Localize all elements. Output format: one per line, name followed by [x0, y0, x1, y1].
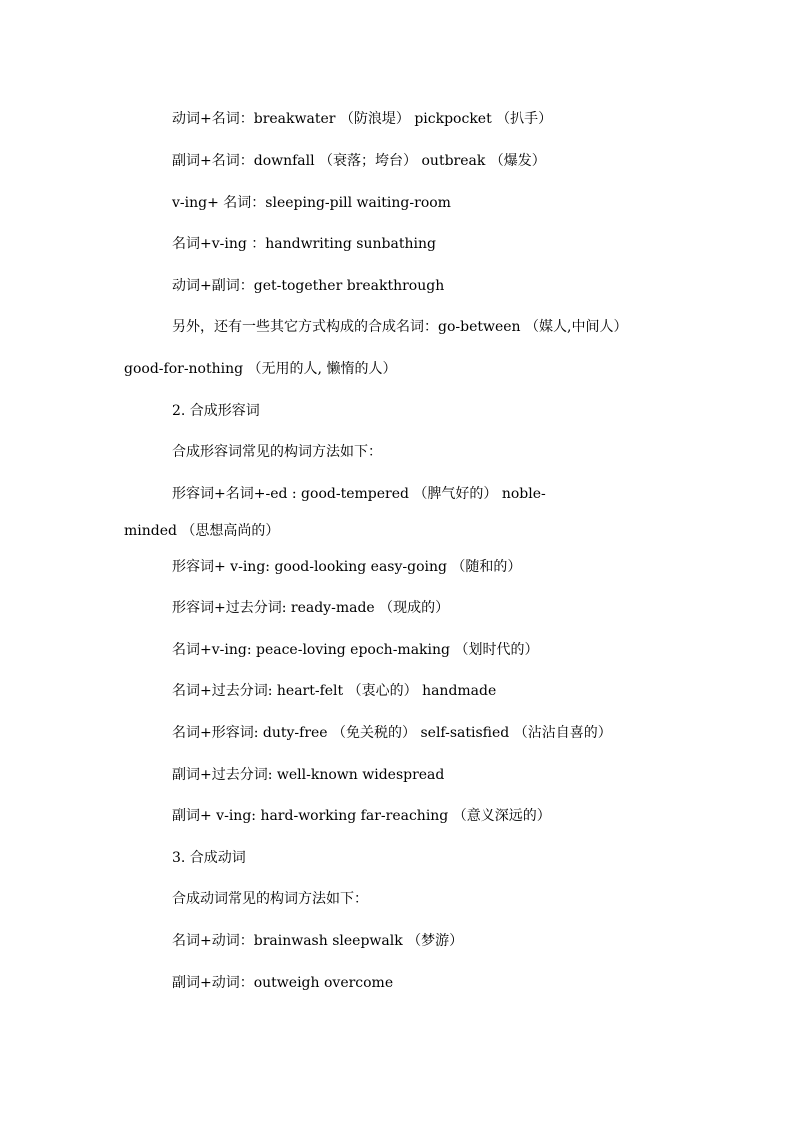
text-line-other-compound-nouns-cont: good-for-nothing （无用的人, 懒惰的人） — [124, 361, 397, 377]
text-line-adj-ving: 形容词+ v-ing: good-looking easy-going （随和的） — [172, 559, 522, 575]
text-line-noun-ving: 名词+v-ing ：handwriting sunbathing — [172, 236, 436, 252]
text-line-adjective-intro: 合成形容词常见的构词方法如下： — [172, 444, 382, 460]
text-line-adverb-past-participle: 副词+过去分词: well-known widespread — [172, 767, 445, 783]
text-line-verb-adverb: 动词+副词：get-together breakthrough — [172, 278, 445, 294]
text-line-adverb-verb: 副词+动词：outweigh overcome — [172, 975, 394, 991]
text-line-adj-noun-ed-cont: minded （思想高尚的） — [124, 523, 280, 539]
text-line-adverb-noun: 副词+名词：downfall （衰落；垮台） outbreak （爆发） — [172, 153, 546, 169]
section-heading-compound-adjectives: 2. 合成形容词 — [172, 403, 260, 419]
section-heading-compound-verbs: 3. 合成动词 — [172, 850, 246, 866]
text-line-adj-noun-ed: 形容词+名词+-ed : good-tempered （脾气好的） noble- — [172, 486, 546, 502]
text-line-noun-past-participle: 名词+过去分词: heart-felt （衷心的） handmade — [172, 683, 497, 699]
text-line-verb-intro: 合成动词常见的构词方法如下： — [172, 891, 368, 907]
text-line-adverb-ving: 副词+ v-ing: hard-working far-reaching （意义深远的） — [172, 808, 551, 824]
text-line-ving-noun: v-ing+ 名词：sleeping-pill waiting-room — [172, 195, 451, 211]
text-line-verb-noun: 动词+名词：breakwater （防浪堤） pickpocket （扒手） — [172, 111, 553, 127]
text-line-noun-ving-adj: 名词+v-ing: peace-loving epoch-making （划时代的） — [172, 642, 539, 658]
text-line-noun-verb: 名词+动词：brainwash sleepwalk （梦游） — [172, 933, 464, 949]
text-line-noun-adjective: 名词+形容词: duty-free （免关税的） self-satisfied （沾沾自喜的） — [172, 725, 612, 741]
text-line-adj-past-participle: 形容词+过去分词: ready-made （现成的） — [172, 600, 450, 616]
text-line-other-compound-nouns: 另外，还有一些其它方式构成的合成名词：go-between （媒人,中间人） — [172, 319, 628, 335]
